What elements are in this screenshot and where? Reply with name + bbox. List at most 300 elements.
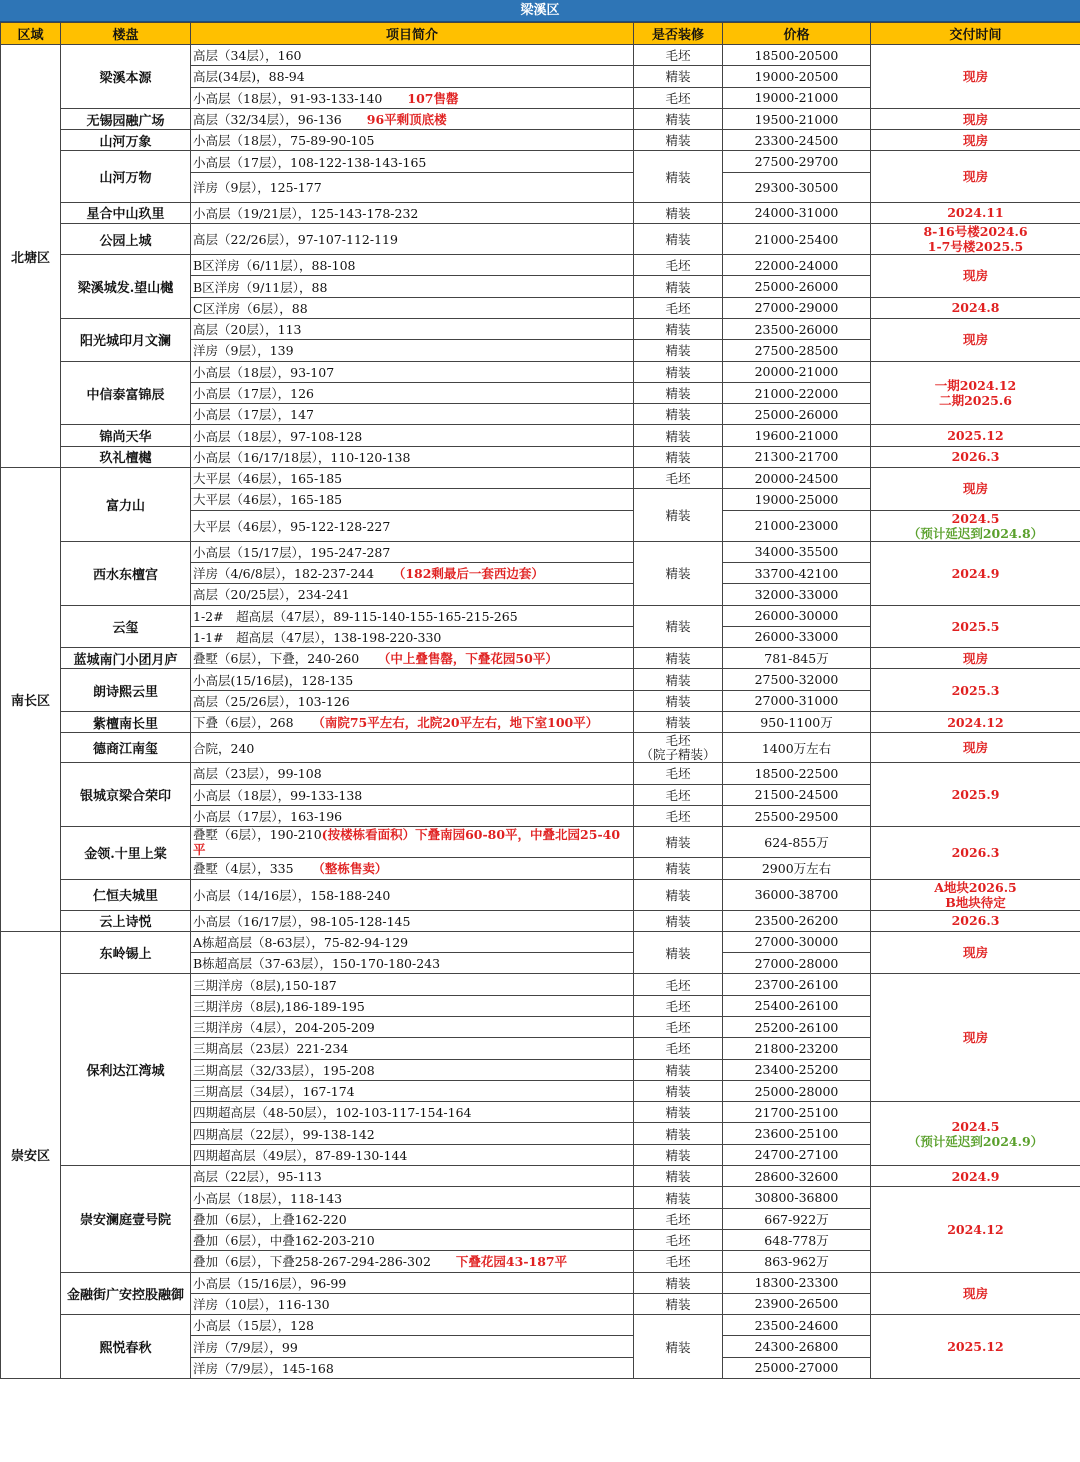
unit-description bbox=[191, 1315, 634, 1336]
unit-description bbox=[191, 172, 634, 202]
delivery-cell bbox=[871, 541, 1080, 605]
table-row bbox=[1, 648, 1080, 669]
decoration-cell: 精装 bbox=[634, 425, 723, 446]
price-cell: 24000-31000 bbox=[723, 202, 871, 223]
unit-description-text: 三期洋房（4层），204-205-209 bbox=[193, 1020, 375, 1036]
unit-description-text: B区洋房（9/11层），88 bbox=[193, 279, 328, 295]
unit-description bbox=[191, 690, 634, 711]
delivery-date: 现房 bbox=[962, 111, 988, 127]
decoration-cell: 毛坯 bbox=[634, 297, 723, 318]
unit-description-text: 小高层（17层），147 bbox=[193, 407, 315, 423]
decoration-cell: 精装 bbox=[634, 404, 723, 425]
unit-description-text: 洋房（7/9层），145-168 bbox=[193, 1360, 334, 1376]
project-name: 富力山 bbox=[61, 468, 191, 542]
unit-description-text: 三期洋房（8层),150-187 bbox=[193, 977, 337, 993]
delivery-cell bbox=[871, 1272, 1080, 1315]
delivery-date: 2024.9 bbox=[951, 1168, 1000, 1184]
table-row bbox=[1, 931, 1080, 952]
price-cell: 34000-35500 bbox=[723, 541, 871, 562]
price-cell: 950-1100万 bbox=[723, 712, 871, 733]
price-cell: 30800-36800 bbox=[723, 1187, 871, 1208]
table-row bbox=[1, 255, 1080, 276]
unit-description bbox=[191, 1144, 634, 1165]
unit-description-text: 高层（22层），95-113 bbox=[193, 1169, 322, 1185]
unit-description bbox=[191, 648, 634, 669]
delivery-date: 现房 bbox=[962, 740, 988, 756]
table-row bbox=[1, 425, 1080, 446]
decoration-cell: 精装 bbox=[634, 151, 723, 202]
unit-description bbox=[191, 510, 634, 541]
price-cell: 29300-30500 bbox=[723, 172, 871, 202]
unit-description bbox=[191, 541, 634, 562]
delivery-date: 2024.5 bbox=[951, 510, 1000, 526]
unit-description-text: 小高层（14/16层），158-188-240 bbox=[193, 887, 391, 903]
unit-description bbox=[191, 1251, 634, 1272]
decoration-cell: 毛坯 bbox=[634, 255, 723, 276]
unit-description bbox=[191, 276, 634, 297]
project-name: 德商江南玺 bbox=[61, 733, 191, 763]
delivery-cell bbox=[871, 151, 1080, 202]
price-cell: 23300-24500 bbox=[723, 130, 871, 151]
unit-description bbox=[191, 87, 634, 108]
delivery-date: 2026.3 bbox=[951, 845, 1000, 861]
unit-description-text: 小高层（17层），108-122-138-143-165 bbox=[193, 154, 427, 170]
decoration-cell: 精装 bbox=[634, 224, 723, 255]
unit-description-text: 大平层（46层），165-185 bbox=[193, 471, 343, 487]
delivery-cell bbox=[871, 910, 1080, 931]
unit-description bbox=[191, 1357, 634, 1378]
unit-description-text: 小高层（15/16层），96-99 bbox=[193, 1275, 347, 1291]
unit-note: 107售罄 bbox=[407, 90, 459, 106]
delivery-date: 现房 bbox=[962, 132, 988, 148]
delivery-cell bbox=[871, 224, 1080, 255]
delivery-date: 一期2024.12 bbox=[934, 378, 1017, 393]
decoration-cell: 精装 bbox=[634, 1102, 723, 1123]
unit-description-text: 合院，240 bbox=[193, 740, 255, 756]
delivery-cell bbox=[871, 1166, 1080, 1187]
delivery-date: 2025.9 bbox=[951, 787, 1000, 803]
delivery-date: 1-7号楼2025.5 bbox=[927, 239, 1024, 255]
unit-description bbox=[191, 879, 634, 910]
delivery-date: 2024.11 bbox=[947, 205, 1004, 221]
table-row bbox=[1, 605, 1080, 626]
unit-description-text: 1-2# 超高层（47层），89-115-140-155-165-215-265 bbox=[193, 608, 518, 624]
delivery-cell bbox=[871, 733, 1080, 763]
table-row bbox=[1, 361, 1080, 382]
delivery-cell bbox=[871, 1102, 1080, 1166]
unit-description-text: 小高层（18层），75-89-90-105 bbox=[193, 133, 375, 149]
delivery-date: 2025.3 bbox=[951, 682, 1000, 698]
project-name: 西水东檀宫 bbox=[61, 541, 191, 605]
unit-description bbox=[191, 489, 634, 510]
decoration-cell: 毛坯 bbox=[634, 87, 723, 108]
price-cell: 32000-33000 bbox=[723, 584, 871, 605]
unit-description bbox=[191, 931, 634, 952]
unit-description bbox=[191, 297, 634, 318]
unit-description-text: A栋超高层（8-63层），75-82-94-129 bbox=[193, 934, 409, 950]
price-cell: 624-855万 bbox=[723, 827, 871, 858]
unit-description bbox=[191, 66, 634, 87]
header-decoration: 是否装修 bbox=[634, 23, 723, 45]
delivery-date: 2025.12 bbox=[947, 1339, 1004, 1355]
decoration-cell: 精装 bbox=[634, 910, 723, 931]
decoration-cell: 精装 bbox=[634, 276, 723, 297]
unit-description bbox=[191, 404, 634, 425]
price-cell: 25000-26000 bbox=[723, 404, 871, 425]
table-row bbox=[1, 446, 1080, 467]
unit-description-text: 三期洋房（8层),186-189-195 bbox=[193, 998, 365, 1014]
project-name: 山河万物 bbox=[61, 151, 191, 202]
table-row bbox=[1, 130, 1080, 151]
price-cell: 23500-26200 bbox=[723, 910, 871, 931]
price-cell: 18500-20500 bbox=[723, 45, 871, 66]
price-cell: 25500-29500 bbox=[723, 805, 871, 826]
unit-note: （整栋售卖） bbox=[318, 861, 388, 877]
project-name: 云玺 bbox=[61, 605, 191, 648]
unit-description-text: 洋房（7/9层），99 bbox=[193, 1339, 298, 1355]
table-row bbox=[1, 318, 1080, 339]
unit-description-text: 下叠（6层），268 bbox=[193, 715, 294, 731]
delivery-cell bbox=[871, 361, 1080, 425]
decoration-cell: 毛坯 bbox=[634, 784, 723, 805]
delivery-cell bbox=[871, 879, 1080, 910]
unit-description bbox=[191, 1272, 634, 1293]
project-name: 云上诗悦 bbox=[61, 910, 191, 931]
unit-note: （南院75平左右，北院20平左右，地下室100平） bbox=[318, 715, 599, 731]
district-cell: 南长区 bbox=[1, 468, 61, 932]
unit-description-text: 高层（34层），160 bbox=[193, 48, 302, 64]
unit-description bbox=[191, 805, 634, 826]
decoration-cell: 精装 bbox=[634, 1293, 723, 1314]
table-row bbox=[1, 669, 1080, 690]
unit-description-text: 叠加（6层），上叠162-220 bbox=[193, 1211, 347, 1227]
project-name: 东岭锡上 bbox=[61, 931, 191, 974]
unit-description bbox=[191, 858, 634, 879]
decoration-cell: 毛坯 bbox=[634, 1038, 723, 1059]
price-cell: 19000-21000 bbox=[723, 87, 871, 108]
delivery-date: B地块待定 bbox=[945, 894, 1006, 910]
decoration-cell: 精装 bbox=[634, 712, 723, 733]
project-name: 银城京梁合荣印 bbox=[61, 763, 191, 827]
project-name: 保利达江湾城 bbox=[61, 974, 191, 1166]
unit-description bbox=[191, 1016, 634, 1037]
price-cell: 781-845万 bbox=[723, 648, 871, 669]
price-cell: 23700-26100 bbox=[723, 974, 871, 995]
unit-description-text: 高层（32/34层），96-136 bbox=[193, 112, 342, 128]
delivery-date: 2024.12 bbox=[947, 714, 1004, 730]
price-cell: 25000-27000 bbox=[723, 1357, 871, 1378]
table-row bbox=[1, 879, 1080, 910]
unit-description-text: 叠墅（6层），190-210 bbox=[193, 827, 322, 843]
table-row bbox=[1, 1315, 1080, 1336]
unit-description-text: 洋房（9层），125-177 bbox=[193, 180, 322, 196]
decoration-cell: 精装 bbox=[634, 130, 723, 151]
price-cell: 667-922万 bbox=[723, 1208, 871, 1229]
price-cell: 24300-26800 bbox=[723, 1336, 871, 1357]
decoration-cell: 精装 bbox=[634, 858, 723, 879]
unit-description-text: 四期高层（22层），99-138-142 bbox=[193, 1126, 375, 1142]
price-cell: 19000-25000 bbox=[723, 489, 871, 510]
delivery-date: 2024.9 bbox=[951, 565, 1000, 581]
delivery-cell bbox=[871, 446, 1080, 467]
price-cell: 24700-27100 bbox=[723, 1144, 871, 1165]
unit-description-text: 小高层（16/17层），98-105-128-145 bbox=[193, 913, 411, 929]
decoration-cell: 精装 bbox=[634, 446, 723, 467]
unit-description bbox=[191, 1038, 634, 1059]
header-delivery: 交付时间 bbox=[871, 23, 1080, 45]
unit-description-text: 小高层（16/17/18层），110-120-138 bbox=[193, 449, 411, 465]
decoration-cell: 毛坯 bbox=[634, 1229, 723, 1250]
delivery-cell bbox=[871, 318, 1080, 361]
unit-description-text: 叠墅（4层），335 bbox=[193, 861, 294, 877]
price-cell: 18300-23300 bbox=[723, 1272, 871, 1293]
decoration-cell: 精装 bbox=[634, 340, 723, 361]
unit-note: 下叠花园43-187平 bbox=[455, 1254, 568, 1270]
price-cell: 19500-21000 bbox=[723, 108, 871, 129]
unit-description-text: C区洋房（6层），88 bbox=[193, 300, 308, 316]
unit-description-text: 大平层（46层），165-185 bbox=[193, 492, 343, 508]
delivery-date: 二期2025.6 bbox=[939, 393, 1012, 408]
decoration-cell: 毛坯 bbox=[634, 1208, 723, 1229]
delivery-cell bbox=[871, 510, 1080, 541]
unit-description bbox=[191, 1166, 634, 1187]
unit-description-text: 小高层（18层），97-108-128 bbox=[193, 428, 363, 444]
unit-description-text: 洋房（10层），116-130 bbox=[193, 1296, 330, 1312]
unit-note: (按楼栋看面积）下叠南园60-80平，中叠北园25-40平 bbox=[193, 827, 621, 858]
price-cell: 21300-21700 bbox=[723, 446, 871, 467]
unit-description bbox=[191, 953, 634, 974]
table-row bbox=[1, 974, 1080, 995]
delivery-date: 2025.5 bbox=[951, 618, 1000, 634]
decoration-cell: 精装 bbox=[634, 1080, 723, 1101]
decoration-cell: 精装 bbox=[634, 318, 723, 339]
project-name: 紫檀南长里 bbox=[61, 712, 191, 733]
unit-description-text: 1-1# 超高层（47层），138-198-220-330 bbox=[193, 629, 442, 645]
unit-description bbox=[191, 108, 634, 129]
unit-description-text: 三期高层（34层），167-174 bbox=[193, 1084, 355, 1100]
unit-description-text: 高层（23层），99-108 bbox=[193, 766, 322, 782]
price-cell: 27000-30000 bbox=[723, 931, 871, 952]
price-cell: 21000-23000 bbox=[723, 510, 871, 541]
decoration-cell: 毛坯 bbox=[634, 974, 723, 995]
delivery-cell bbox=[871, 468, 1080, 511]
unit-description-text: 四期超高层（49层），87-89-130-144 bbox=[193, 1147, 408, 1163]
unit-description bbox=[191, 425, 634, 446]
unit-description bbox=[191, 340, 634, 361]
price-cell: 19000-20500 bbox=[723, 66, 871, 87]
decoration-cell: 毛坯 bbox=[634, 45, 723, 66]
unit-description bbox=[191, 1208, 634, 1229]
table-row bbox=[1, 712, 1080, 733]
price-cell: 25200-26100 bbox=[723, 1016, 871, 1037]
price-cell: 863-962万 bbox=[723, 1251, 871, 1272]
delivery-cell bbox=[871, 931, 1080, 974]
price-cell: 25400-26100 bbox=[723, 995, 871, 1016]
price-cell: 23500-26000 bbox=[723, 318, 871, 339]
price-cell: 27000-28000 bbox=[723, 953, 871, 974]
unit-description bbox=[191, 151, 634, 172]
unit-description bbox=[191, 255, 634, 276]
unit-description bbox=[191, 1102, 634, 1123]
table-row bbox=[1, 733, 1080, 763]
decoration-cell: 精装 bbox=[634, 605, 723, 648]
price-cell: 33700-42100 bbox=[723, 562, 871, 583]
unit-description bbox=[191, 562, 634, 583]
header-price: 价格 bbox=[723, 23, 871, 45]
unit-description bbox=[191, 827, 634, 858]
decoration-cell: 精装 bbox=[634, 489, 723, 541]
unit-description-text: 高层（20/25层），234-241 bbox=[193, 587, 350, 603]
unit-description bbox=[191, 712, 634, 733]
decoration-cell: 毛坯 bbox=[634, 468, 723, 489]
delivery-cell bbox=[871, 763, 1080, 827]
price-cell: 27500-28500 bbox=[723, 340, 871, 361]
price-cell: 25000-26000 bbox=[723, 276, 871, 297]
delivery-cell bbox=[871, 648, 1080, 669]
table-row bbox=[1, 468, 1080, 489]
decoration-cell: 精装 bbox=[634, 1187, 723, 1208]
price-cell: 28600-32600 bbox=[723, 1166, 871, 1187]
project-name: 无锡园融广场 bbox=[61, 108, 191, 129]
delivery-date: 2024.12 bbox=[947, 1221, 1004, 1237]
decoration-cell: 毛坯 bbox=[634, 763, 723, 784]
unit-description-text: 小高层（18层），118-143 bbox=[193, 1190, 343, 1206]
delivery-cell bbox=[871, 130, 1080, 151]
unit-description bbox=[191, 45, 634, 66]
project-name: 锦尚天华 bbox=[61, 425, 191, 446]
delivery-cell bbox=[871, 297, 1080, 318]
unit-description-text: 高层(34层)，88-94 bbox=[193, 69, 305, 85]
delivery-cell bbox=[871, 45, 1080, 109]
delivery-cell bbox=[871, 605, 1080, 648]
project-name: 梁溪本源 bbox=[61, 45, 191, 109]
price-cell: 27500-32000 bbox=[723, 669, 871, 690]
decoration-cell: 毛坯 （院子精装） bbox=[634, 733, 723, 763]
unit-description-text: 小高层（17层），163-196 bbox=[193, 809, 343, 825]
unit-description-text: 高层（25/26层），103-126 bbox=[193, 693, 350, 709]
delivery-date: 现房 bbox=[962, 1285, 988, 1301]
price-cell: 23900-26500 bbox=[723, 1293, 871, 1314]
decoration-cell: 精装 bbox=[634, 1144, 723, 1165]
listing-table bbox=[0, 22, 1080, 1379]
decoration-cell: 毛坯 bbox=[634, 995, 723, 1016]
decoration-cell: 精装 bbox=[634, 1123, 723, 1144]
unit-note: （182剩最后一套西边套） bbox=[399, 566, 544, 582]
table-row bbox=[1, 541, 1080, 562]
price-cell: 23400-25200 bbox=[723, 1059, 871, 1080]
unit-description-text: 小高层(15/16层)，128-135 bbox=[193, 672, 354, 688]
price-cell: 26000-30000 bbox=[723, 605, 871, 626]
price-cell: 21700-25100 bbox=[723, 1102, 871, 1123]
delivery-date: 2024.8 bbox=[951, 300, 1000, 316]
price-cell: 648-778万 bbox=[723, 1229, 871, 1250]
unit-description-text: 小高层（18层），99-133-138 bbox=[193, 787, 363, 803]
listing-body bbox=[1, 45, 1080, 1379]
price-cell: 25000-28000 bbox=[723, 1080, 871, 1101]
decoration-cell: 精装 bbox=[634, 108, 723, 129]
decoration-cell: 精装 bbox=[634, 827, 723, 858]
delivery-date: 2026.3 bbox=[951, 913, 1000, 929]
delivery-date: 现房 bbox=[962, 650, 988, 666]
project-name: 公园上城 bbox=[61, 224, 191, 255]
decoration-cell: 精装 bbox=[634, 541, 723, 605]
price-cell: 20000-24500 bbox=[723, 468, 871, 489]
delivery-delay-note: （预计延迟到2024.9） bbox=[907, 1133, 1044, 1149]
unit-description-text: 洋房（9层），139 bbox=[193, 343, 294, 359]
price-cell: 21000-22000 bbox=[723, 382, 871, 403]
unit-description bbox=[191, 1336, 634, 1357]
unit-description-text: 小高层（18层），93-107 bbox=[193, 364, 335, 380]
project-name: 星合中山玖里 bbox=[61, 202, 191, 223]
unit-description-text: 三期高层（23层）221-234 bbox=[193, 1041, 349, 1057]
district-cell: 北塘区 bbox=[1, 45, 61, 468]
unit-description bbox=[191, 361, 634, 382]
decoration-cell: 精装 bbox=[634, 66, 723, 87]
project-name: 金领.十里上棠 bbox=[61, 827, 191, 879]
table-row bbox=[1, 763, 1080, 784]
table-row bbox=[1, 45, 1080, 66]
unit-description bbox=[191, 605, 634, 626]
unit-description-text: 大平层（46层），95-122-128-227 bbox=[193, 518, 391, 534]
delivery-date: 现房 bbox=[962, 1030, 988, 1046]
table-row bbox=[1, 108, 1080, 129]
price-cell: 21000-25400 bbox=[723, 224, 871, 255]
decoration-cell: 精装 bbox=[634, 1315, 723, 1379]
unit-description bbox=[191, 224, 634, 255]
unit-description-text: 小高层（15/17层），195-247-287 bbox=[193, 544, 391, 560]
unit-description bbox=[191, 1187, 634, 1208]
decoration-cell: 精装 bbox=[634, 648, 723, 669]
delivery-date: 现房 bbox=[962, 481, 988, 497]
unit-description-text: 洋房（4/6/8层），182-237-244 bbox=[193, 566, 375, 582]
decoration-cell: 精装 bbox=[634, 202, 723, 223]
unit-description-text: 叠加（6层），中叠162-203-210 bbox=[193, 1233, 375, 1249]
price-cell: 27500-29700 bbox=[723, 151, 871, 172]
price-cell: 21800-23200 bbox=[723, 1038, 871, 1059]
decoration-cell: 精装 bbox=[634, 669, 723, 690]
project-name: 山河万象 bbox=[61, 130, 191, 151]
unit-description bbox=[191, 974, 634, 995]
header-description: 项目简介 bbox=[191, 23, 634, 45]
project-name: 金融街广安控股融御 bbox=[61, 1272, 191, 1315]
unit-description bbox=[191, 202, 634, 223]
unit-description bbox=[191, 318, 634, 339]
delivery-date: 2024.5 bbox=[951, 1118, 1000, 1134]
table-row bbox=[1, 1272, 1080, 1293]
delivery-date: A地块2026.5 bbox=[934, 879, 1017, 895]
price-cell: 36000-38700 bbox=[723, 879, 871, 910]
unit-description-text: 高层（22/26层），97-107-112-119 bbox=[193, 232, 398, 248]
unit-description bbox=[191, 995, 634, 1016]
delivery-date: 现房 bbox=[962, 945, 988, 961]
delivery-date: 2025.12 bbox=[947, 428, 1004, 444]
project-name: 崇安澜庭壹号院 bbox=[61, 1166, 191, 1272]
unit-description-text: B栋超高层（37-63层），150-170-180-243 bbox=[193, 956, 441, 972]
decoration-cell: 精装 bbox=[634, 931, 723, 974]
header-project: 楼盘 bbox=[61, 23, 191, 45]
decoration-cell: 精装 bbox=[634, 361, 723, 382]
table-row bbox=[1, 1166, 1080, 1187]
district-cell: 崇安区 bbox=[1, 931, 61, 1378]
table-row bbox=[1, 151, 1080, 172]
price-cell: 19600-21000 bbox=[723, 425, 871, 446]
unit-note: （中上叠售罄，下叠花园50平） bbox=[384, 651, 558, 667]
price-cell: 1400万左右 bbox=[723, 733, 871, 763]
unit-description-text: 叠墅（6层），下叠，240-260 bbox=[193, 651, 360, 667]
delivery-cell bbox=[871, 1187, 1080, 1272]
unit-description bbox=[191, 130, 634, 151]
unit-description bbox=[191, 1080, 634, 1101]
